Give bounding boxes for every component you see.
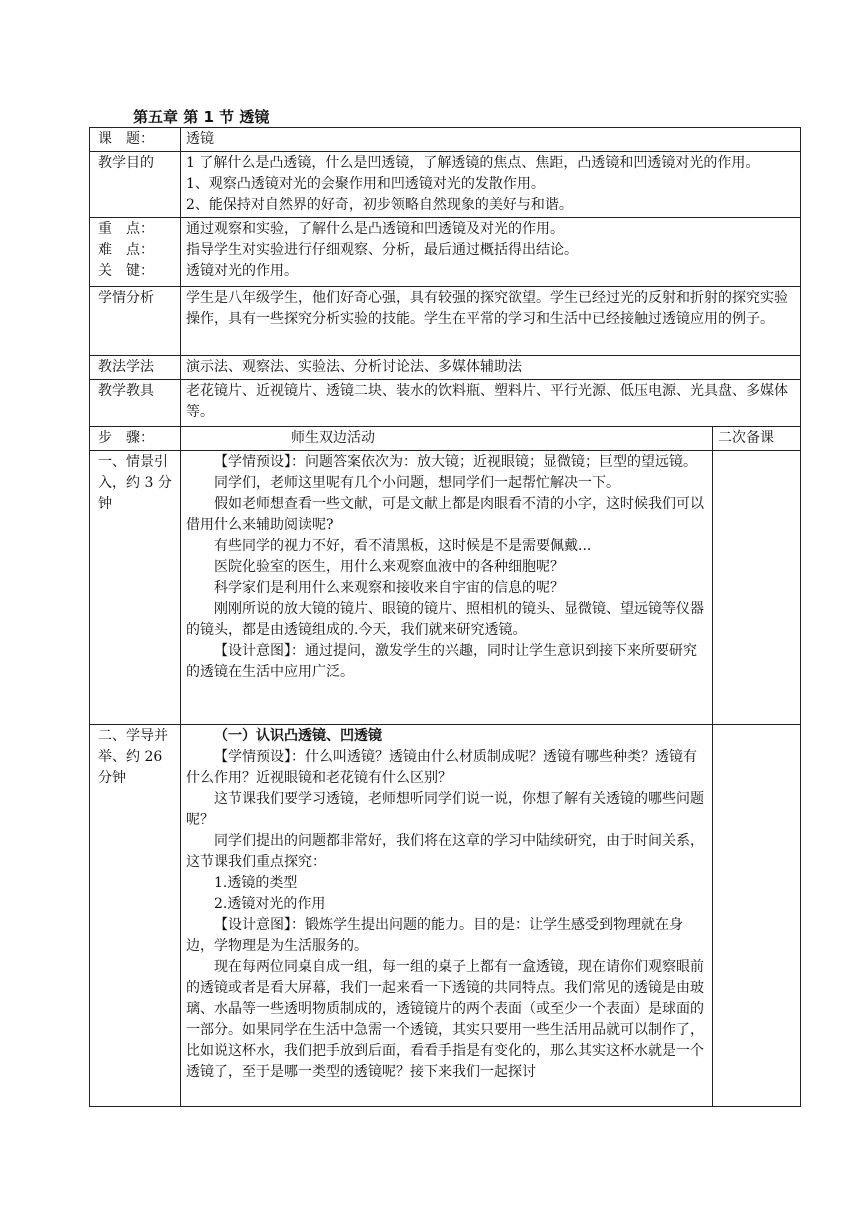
paragraph: 同学们，老师这里呢有几个小问题，想同学们一起帮忙解决一下。 (214, 475, 620, 491)
paragraph: 【学情预设】：什么叫透镜？透镜由什么材质制成呢？透镜有哪些种类？透镜有什么作用？近视眼镜和老花镜有什么区别？ (186, 749, 697, 786)
step1-content (181, 451, 713, 725)
key-line: 透镜对光的作用。 (186, 263, 298, 279)
review-header: 二次备课 (713, 427, 801, 451)
key-line: 指导学生对实验进行仔细观察、分析，最后通过概括得出结论。 (186, 242, 578, 258)
goals-content (181, 152, 801, 218)
paragraph: 现在每两位同桌自成一组，每一组的桌子上都有一盒透镜，现在请你们观察眼前的透镜或者是看大屏幕，我们一起来看一下透镜的共同特点。我们常见的透镜是由玻璃、水晶等一些透明物质制成的，透镜镜片的两个表面（或至少一个表面）是球面的一部分。如果同学在生活中急需一个透镜，其实只要用一些生活用品就可以制作了，比如说这杯水，我们把手放到后面，看看手指是有变化的，那么其实这杯水就是一个透镜了，至于是哪一类型的透镜呢？接下来我们一起探讨 (186, 959, 704, 1080)
step2-review (713, 725, 801, 1107)
row-goals (90, 152, 801, 218)
paragraph: 医院化验室的医生，用什么来观察血液中的各种细胞呢？ (214, 559, 564, 575)
paragraph: 刚刚所说的放大镜的镜片、眼镜的镜片、照相机的镜头、显微镜、望远镜等仪器的镜头，都是由透镜组成的.今天，我们就来研究透镜。 (186, 601, 704, 638)
analysis-label: 学情分析 (90, 287, 181, 356)
tools-label: 教学教具 (90, 380, 181, 427)
topic-label: 课 题： (90, 128, 181, 152)
row-methods (90, 356, 801, 380)
goals-line: 1、观察凸透镜对光的会聚作用和凹透镜对光的发散作用。 (186, 176, 545, 192)
row-step1 (90, 451, 801, 725)
methods-text: 演示法、观察法、实验法、分析讨论法、多媒体辅助法 (181, 356, 801, 380)
goals-line: 2、能保持对自然界的好奇，初步领略自然现象的美好与和谐。 (186, 197, 573, 213)
tools-text: 老花镜片、近视镜片、透镜二块、装水的饮料瓶、塑料片、平行光源、低压电源、光具盘、多媒体等。 (181, 380, 801, 427)
paragraph: 同学们提出的问题都非常好，我们将在这章的学习中陆续研究，由于时间关系，这节课我们重点探究： (186, 833, 704, 870)
key-labels (90, 218, 181, 287)
step2-label: 二、学导并举、约 26 分钟 (90, 725, 181, 1107)
goals-line: 1 了解什么是凸透镜，什么是凹透镜，了解透镜的焦点、焦距，凸透镜和凹透镜对光的作用。 (186, 155, 760, 171)
row-header (90, 427, 801, 451)
methods-label: 教法学法 (90, 356, 181, 380)
list-item: 1.透镜的类型 (214, 875, 298, 891)
key-content (181, 218, 801, 287)
analysis-text: 学生是八年级学生，他们好奇心强，具有较强的探究欲望。学生已经过光的反射和折射的探究实验操作，具有一些探究分析实验的技能。学生在平常的学习和生活中已经接触过透镜应用的例子。 (181, 287, 801, 356)
step1-review (713, 451, 801, 725)
list-item: 2.透镜对光的作用 (214, 896, 326, 912)
row-key-points (90, 218, 801, 287)
row-step2 (90, 725, 801, 1107)
key-line: 通过观察和实验，了解什么是凸透镜和凹透镜及对光的作用。 (186, 221, 564, 237)
paragraph: 【设计意图】：锻炼学生提出问题的能力。目的是：让学生感受到物理就在身边，学物理是为生活服务的。 (186, 917, 683, 954)
paragraph: 【设计意图】：通过提问，激发学生的兴趣，同时让学生意识到接下来所要研究的透镜在生活中应用广泛。 (186, 643, 697, 680)
paragraph: 有些同学的视力不好，看不清黑板，这时候是不是需要佩戴... (214, 538, 592, 554)
goals-label: 教学目的 (90, 152, 181, 218)
row-analysis (90, 287, 801, 356)
steps-header: 步 骤： (90, 427, 181, 451)
activity-header: 师生双边活动 (181, 427, 713, 451)
paragraph: 这节课我们要学习透镜，老师想听同学们说一说，你想了解有关透镜的哪些问题呢？ (186, 791, 704, 828)
key-label: 关 键： (98, 263, 154, 279)
paragraph: 假如老师想查看一些文献，可是文献上都是肉眼看不清的小字，这时候我们可以借用什么来辅助阅读呢? (186, 496, 704, 533)
paragraph: 【学情预设】：问题答案依次为：放大镜；近视眼镜；显微镜；巨型的望远镜。 (214, 454, 697, 470)
step1-label: 一、情景引入，约 3 分钟 (90, 451, 181, 725)
row-topic (90, 128, 801, 152)
key-label: 难 点： (98, 242, 154, 258)
section-heading: （一）认识凸透镜、凹透镜 (214, 728, 382, 744)
row-tools (90, 380, 801, 427)
page-title: 第五章 第 1 节 透镜 (133, 108, 270, 126)
key-label: 重 点： (98, 221, 154, 237)
topic-value: 透镜 (181, 128, 801, 152)
lesson-plan-table (89, 127, 801, 1107)
step2-content (181, 725, 713, 1107)
paragraph: 科学家们是利用什么来观察和接收来自宇宙的信息的呢？ (214, 580, 564, 596)
